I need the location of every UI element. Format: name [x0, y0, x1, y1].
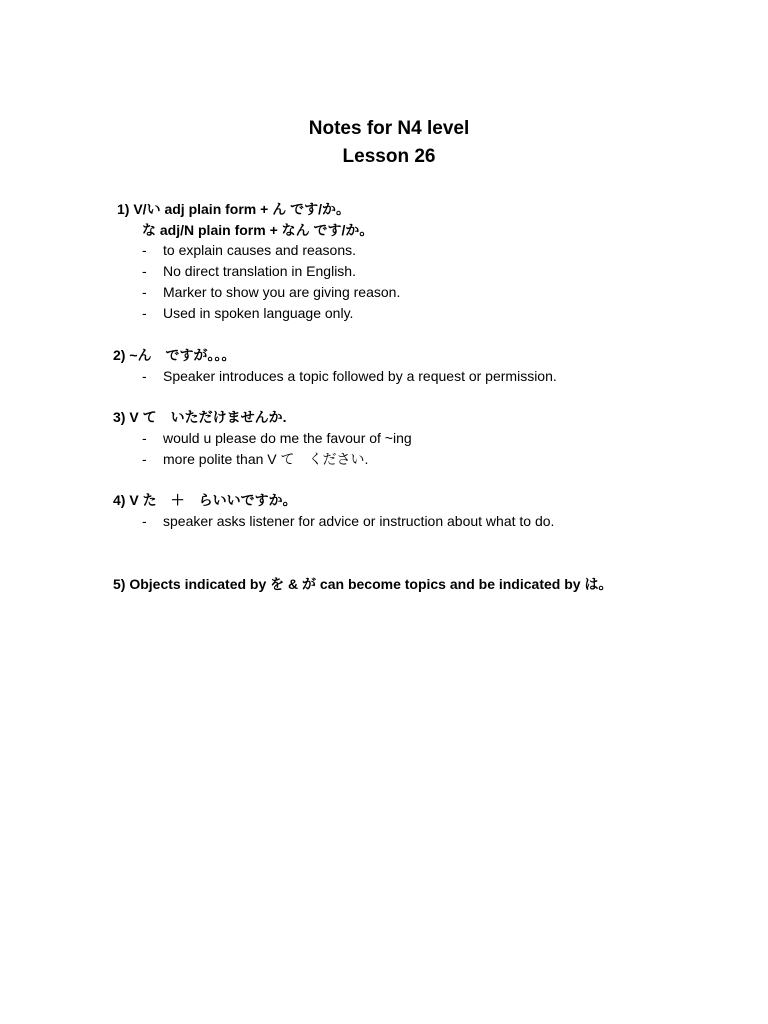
bullet-dash: - [142, 513, 147, 529]
bullet-text: Used in spoken language only. [163, 305, 354, 321]
section-1-heading-line2: な adj/N plain form + なん です/か。 [142, 222, 374, 238]
bullet-dash: - [142, 305, 147, 321]
bullet-dash: - [142, 451, 147, 467]
section-1-bullet [142, 282, 400, 302]
page-subtitle: Lesson 26 [342, 146, 436, 167]
bullet-dash: - [142, 263, 147, 279]
bullet-text: No direct translation in English. [163, 263, 356, 279]
section-3-bullet [142, 449, 368, 469]
bullet-dash: - [142, 430, 147, 446]
section-5-heading: 5) Objects indicated by を & が can become topics and be indicated by は。 [113, 576, 613, 592]
bullet-text: speaker asks listener for advice or instruction about what to do. [163, 513, 555, 529]
bullet-dash: - [142, 242, 147, 258]
section-2-bullet [142, 366, 557, 386]
section-3-bullet [142, 428, 412, 448]
bullet-dash: - [142, 368, 147, 384]
bullet-text: to explain causes and reasons. [163, 242, 357, 258]
section-4-bullet [142, 511, 554, 531]
section-1-bullet [142, 261, 356, 281]
section-3-heading: 3) V て いただけませんか. [113, 409, 287, 425]
section-1-bullet [142, 240, 356, 260]
section-1-bullet [142, 303, 353, 323]
page-title: Notes for N4 level [308, 118, 470, 139]
section-1-heading-line1: 1) V/い adj plain form + ん です/か。 [117, 201, 350, 217]
bullet-text: Marker to show you are giving reason. [163, 284, 401, 300]
section-4-heading: 4) V た ＋ らいいですか。 [113, 492, 297, 508]
bullet-dash: - [142, 284, 147, 300]
section-2-heading: 2) ~ん ですが。。。 [113, 347, 236, 363]
bullet-text: would u please do me the favour of ~ing [163, 430, 412, 446]
bullet-text: Speaker introduces a topic followed by a request or permission. [163, 368, 557, 384]
bullet-text: more polite than V て ください. [163, 451, 369, 467]
